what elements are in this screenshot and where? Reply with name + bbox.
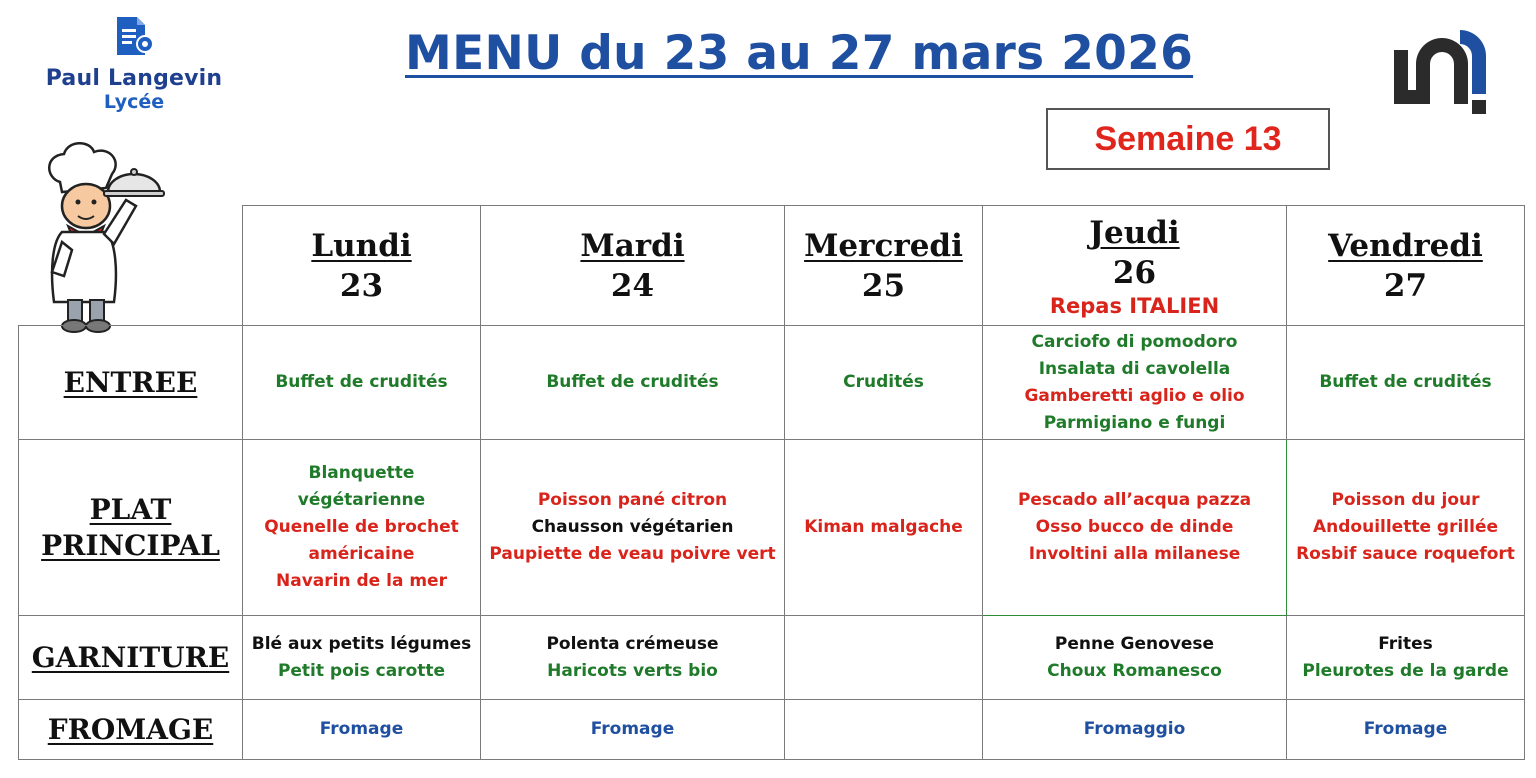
menu-table [18, 205, 1525, 760]
day-date: 26 [1112, 254, 1157, 291]
day-header-cell [785, 206, 983, 326]
menu-item: Poisson pané citron [537, 490, 728, 510]
menu-item: Parmigiano e fungi [1043, 412, 1226, 433]
day-header-cell [243, 206, 481, 326]
menu-cell [983, 700, 1287, 760]
menu-cell-empty [785, 700, 983, 760]
lm-logo-icon [1390, 20, 1490, 120]
menu-item: Buffet de crudités [1319, 372, 1492, 392]
corner-cell [19, 206, 243, 326]
row-label: PRINCIPAL [41, 528, 220, 562]
menu-item: Fromage [319, 719, 404, 739]
menu-item: Involtini alla milanese [1028, 544, 1241, 564]
menu-item: Polenta crémeuse [546, 633, 719, 654]
menu-item: Haricots verts bio [547, 660, 718, 681]
row-label: FROMAGE [47, 712, 214, 746]
menu-item: Paupiette de veau poivre vert [489, 544, 776, 564]
menu-item: Kiman malgache [804, 517, 963, 537]
day-name: Mardi [580, 227, 685, 264]
menu-item: Navarin de la mer [276, 571, 447, 591]
menu-cell-empty [785, 616, 983, 700]
special-meal-note: Repas ITALIEN [1049, 293, 1220, 318]
menu-cell [243, 700, 481, 760]
school-name: Paul Langevin [45, 66, 223, 91]
menu-item: Osso bucco de dinde [1035, 517, 1234, 537]
row-label-cell [19, 440, 243, 616]
school-logo [34, 14, 234, 144]
menu-cell [983, 326, 1287, 440]
menu-cell [1287, 616, 1525, 700]
menu-cell [983, 440, 1287, 616]
day-header-cell [481, 206, 785, 326]
day-name: Jeudi [1089, 214, 1180, 251]
menu-cell [243, 326, 481, 440]
menu-cell [243, 616, 481, 700]
menu-cell [1287, 700, 1525, 760]
days-header-row [19, 206, 1525, 326]
day-name: Lundi [311, 227, 412, 264]
menu-item: Frites [1378, 633, 1433, 654]
menu-cell [481, 616, 785, 700]
row-label-cell [19, 326, 243, 440]
week-badge: Semaine 13 [1046, 108, 1330, 170]
menu-item: Carciofo di pomodoro [1031, 331, 1238, 352]
menu-item: Pleurotes de la garde [1302, 660, 1509, 681]
menu-item: végétarienne [297, 490, 426, 510]
menu-item: Crudités [843, 372, 924, 392]
menu-item: Petit pois carotte [277, 660, 446, 681]
right-logo [1390, 20, 1490, 120]
menu-cell [481, 700, 785, 760]
row-label: PLAT [89, 492, 172, 526]
menu-item: Poisson du jour [1331, 490, 1480, 510]
menu-item: Blé aux petits légumes [251, 633, 472, 654]
menu-cell [481, 326, 785, 440]
menu-item: Buffet de crudités [275, 372, 448, 392]
menu-cell [1287, 440, 1525, 616]
day-date: 24 [610, 267, 655, 304]
menu-item: Choux Romanesco [1047, 660, 1222, 681]
menu-row-fromage [19, 700, 1525, 760]
menu-row-entree [19, 326, 1525, 440]
menu-row-plat-principal [19, 440, 1525, 616]
document-gear-icon [109, 14, 159, 62]
menu-cell [243, 440, 481, 616]
menu-item: américaine [308, 544, 415, 564]
menu-item: Fromage [1363, 719, 1448, 739]
menu-item: Rosbif sauce roquefort [1296, 544, 1515, 564]
day-name: Vendredi [1328, 227, 1483, 264]
day-date: 27 [1383, 267, 1428, 304]
menu-cell [1287, 326, 1525, 440]
menu-cell [785, 440, 983, 616]
row-label: ENTREE [63, 365, 198, 399]
menu-item: Pescado all’acqua pazza [1017, 490, 1252, 510]
page-title: MENU du 23 au 27 mars 2026 [405, 26, 1194, 81]
menu-cell [481, 440, 785, 616]
school-type: Lycée [103, 91, 165, 113]
row-label-cell [19, 616, 243, 700]
menu-item: Gamberetti aglio e olio [1024, 385, 1245, 406]
day-date: 23 [339, 267, 384, 304]
menu-item: Fromage [590, 719, 675, 739]
row-label: GARNITURE [31, 640, 230, 674]
menu-item: Buffet de crudités [546, 372, 719, 392]
day-date: 25 [861, 267, 906, 304]
menu-item: Chausson végétarien [531, 517, 734, 537]
menu-cell [785, 326, 983, 440]
menu-item: Insalata di cavolella [1038, 358, 1231, 379]
menu-item: Blanquette [308, 463, 415, 483]
menu-item: Andouillette grillée [1312, 517, 1499, 537]
row-label-cell [19, 700, 243, 760]
menu-cell [983, 616, 1287, 700]
menu-item: Penne Genovese [1054, 633, 1215, 654]
menu-row-garniture [19, 616, 1525, 700]
menu-item: Quenelle de brochet [264, 517, 459, 537]
day-name: Mercredi [804, 227, 963, 264]
day-header-cell [983, 206, 1287, 326]
day-header-cell [1287, 206, 1525, 326]
menu-item: Fromaggio [1083, 719, 1186, 739]
